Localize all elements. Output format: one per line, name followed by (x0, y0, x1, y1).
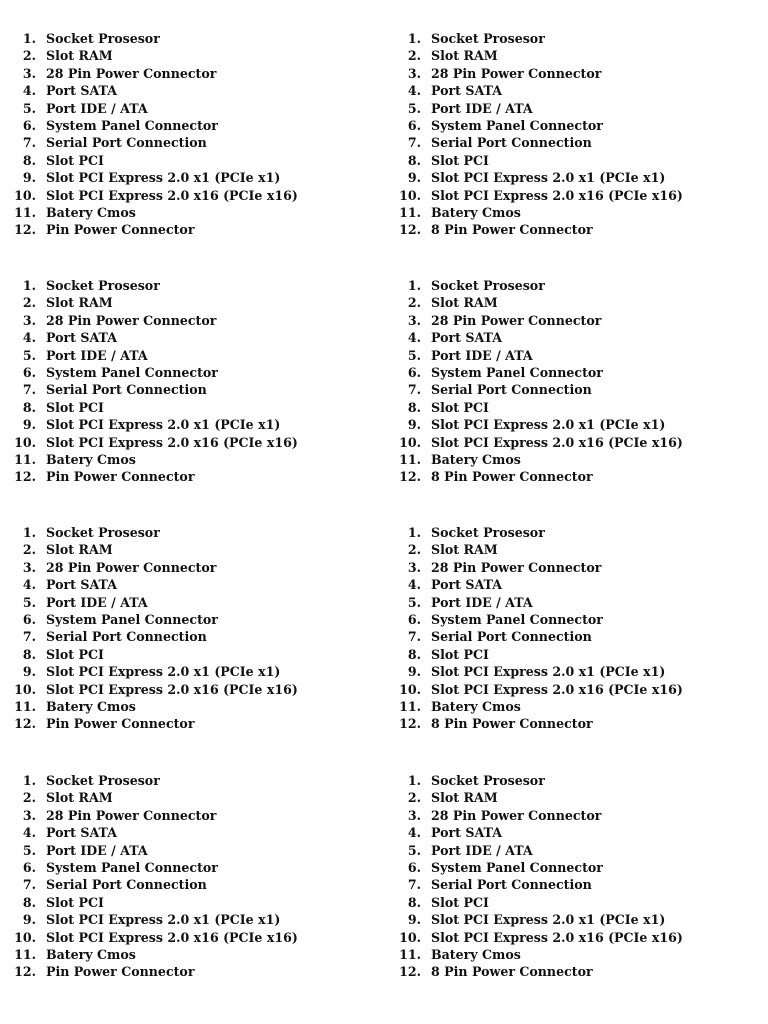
list-item-label: Port IDE / ATA (431, 347, 533, 363)
list-item-label: Pin Power Connector (46, 964, 195, 980)
list-item-label: Slot PCI Express 2.0 x1 (PCIe x1) (46, 170, 281, 186)
list-item-label: Slot RAM (46, 295, 113, 311)
list-item-label: Slot PCI Express 2.0 x1 (PCIe x1) (431, 912, 666, 928)
list-item (399, 911, 739, 928)
list-item (399, 946, 739, 963)
list-item-label: Batery Cmos (431, 204, 521, 220)
list-item-number: 10. (399, 681, 421, 697)
list-item (399, 277, 739, 294)
list-item (399, 876, 739, 893)
list-item-number: 6. (407, 117, 421, 133)
list-item-number: 1. (22, 278, 36, 293)
list-item-label: Slot PCI (46, 894, 104, 910)
list-item-label: Batery Cmos (431, 946, 521, 962)
list-item-number: 11. (399, 946, 421, 962)
list-item-label: Slot PCI Express 2.0 x16 (PCIe x16) (431, 187, 683, 203)
list-item-number: 7. (22, 629, 36, 645)
list-item-label: Port SATA (46, 330, 117, 346)
list-item-label: Serial Port Connection (431, 135, 592, 151)
list-item-number: 11. (14, 204, 36, 220)
list-item-label: System Panel Connector (431, 117, 603, 133)
list-item-label: Port SATA (431, 825, 502, 841)
list-item (11, 541, 351, 558)
list-item (399, 451, 739, 468)
list-item (399, 772, 739, 789)
list-item-label: Slot PCI Express 2.0 x1 (PCIe x1) (431, 664, 666, 680)
list-item-number: 6. (407, 364, 421, 380)
list-item (399, 312, 739, 329)
list-item (11, 859, 351, 876)
list-item-number: 1. (22, 525, 36, 540)
list-item-number: 11. (399, 698, 421, 714)
list-item-label: Slot RAM (431, 790, 498, 806)
list-item-label: Slot PCI (431, 894, 489, 910)
list-item-number: 1. (22, 773, 36, 788)
list-item (11, 65, 351, 82)
list-item-label: Socket Prosesor (46, 773, 160, 788)
list-item (399, 204, 739, 221)
list-item-number: 4. (407, 825, 421, 841)
list-item-label: 8 Pin Power Connector (431, 964, 593, 980)
list-item (11, 646, 351, 663)
list-item-label: Slot PCI Express 2.0 x1 (PCIe x1) (46, 664, 281, 680)
list-item (11, 152, 351, 169)
list-item-label: Port IDE / ATA (46, 100, 148, 116)
list-item-number: 1. (407, 31, 421, 46)
list-item (399, 559, 739, 576)
list-item-number: 8. (22, 646, 36, 662)
list-item-number: 12. (14, 469, 36, 485)
list-item-number: 11. (14, 946, 36, 962)
list-item-label: 28 Pin Power Connector (46, 807, 217, 823)
list-item-number: 8. (407, 894, 421, 910)
list-item-label: System Panel Connector (431, 859, 603, 875)
list-item-label: Pin Power Connector (46, 716, 195, 732)
list-item-number: 10. (399, 434, 421, 450)
list-item-number: 12. (14, 716, 36, 732)
list-item-number: 8. (22, 894, 36, 910)
list-item-label: Port SATA (46, 577, 117, 593)
list-item-label: 28 Pin Power Connector (46, 559, 217, 575)
list-item (399, 698, 739, 715)
list-item-label: Slot PCI Express 2.0 x1 (PCIe x1) (431, 170, 666, 186)
list-item-label: Slot PCI Express 2.0 x16 (PCIe x16) (431, 681, 683, 697)
list-item-number: 3. (22, 65, 36, 81)
list-item (399, 294, 739, 311)
list-item (11, 187, 351, 204)
list-item-label: Slot RAM (46, 790, 113, 806)
list-item-label: 28 Pin Power Connector (431, 312, 602, 328)
list-item (11, 876, 351, 893)
list-item-number: 12. (14, 222, 36, 238)
list-item-number: 7. (407, 382, 421, 398)
list-item-number: 5. (22, 100, 36, 116)
list-item-number: 7. (22, 877, 36, 893)
list-item (399, 824, 739, 841)
list-item-label: Slot PCI Express 2.0 x1 (PCIe x1) (431, 417, 666, 433)
list-item (399, 364, 739, 381)
list-item-number: 12. (399, 716, 421, 732)
list-item-label: Slot PCI (46, 152, 104, 168)
list-item-label: Batery Cmos (431, 698, 521, 714)
list-item (11, 715, 351, 732)
list-item-number: 7. (407, 877, 421, 893)
list-item-label: Serial Port Connection (46, 877, 207, 893)
component-list (399, 30, 739, 239)
list-item-number: 6. (407, 611, 421, 627)
list-item-label: Port SATA (46, 83, 117, 99)
list-item (399, 347, 739, 364)
list-item-number: 8. (22, 399, 36, 415)
list-item (11, 329, 351, 346)
list-item (11, 434, 351, 451)
list-item (11, 294, 351, 311)
list-item-label: Slot PCI Express 2.0 x16 (PCIe x16) (46, 434, 298, 450)
list-item-label: Slot RAM (431, 295, 498, 311)
list-item (11, 451, 351, 468)
list-item-label: 28 Pin Power Connector (46, 65, 217, 81)
list-item (11, 894, 351, 911)
list-item-number: 2. (22, 790, 36, 806)
list-item-label: Port SATA (46, 825, 117, 841)
list-item (11, 594, 351, 611)
list-item-label: 28 Pin Power Connector (431, 807, 602, 823)
list-item-label: Batery Cmos (46, 451, 136, 467)
list-item-label: System Panel Connector (46, 117, 218, 133)
list-item (399, 65, 739, 82)
list-item (399, 416, 739, 433)
list-item-label: Batery Cmos (46, 946, 136, 962)
list-item (11, 468, 351, 485)
list-item-label: Port SATA (431, 83, 502, 99)
list-item (399, 100, 739, 117)
list-item-number: 5. (22, 842, 36, 858)
list-item-label: Slot PCI (46, 646, 104, 662)
list-item-label: Batery Cmos (431, 451, 521, 467)
list-item-number: 6. (22, 364, 36, 380)
list-item (399, 47, 739, 64)
list-item-number: 3. (22, 559, 36, 575)
list-item-label: Batery Cmos (46, 204, 136, 220)
list-item-number: 11. (399, 451, 421, 467)
list-item-label: Socket Prosesor (431, 773, 545, 788)
list-item-number: 9. (407, 417, 421, 433)
list-item-number: 9. (22, 170, 36, 186)
list-item (11, 47, 351, 64)
list-item-number: 2. (22, 48, 36, 64)
list-item-number: 5. (407, 842, 421, 858)
list-item (399, 628, 739, 645)
list-item-number: 3. (22, 312, 36, 328)
list-item-number: 12. (14, 964, 36, 980)
list-item-label: Port IDE / ATA (431, 594, 533, 610)
list-item (11, 698, 351, 715)
list-item-number: 3. (407, 65, 421, 81)
list-item-label: Socket Prosesor (431, 31, 545, 46)
list-item (11, 364, 351, 381)
list-item-number: 11. (14, 451, 36, 467)
list-item-label: Socket Prosesor (46, 31, 160, 46)
component-list (11, 30, 351, 239)
list-item (399, 594, 739, 611)
list-item (399, 399, 739, 416)
list-item-number: 2. (22, 295, 36, 311)
list-item-label: Port SATA (431, 330, 502, 346)
list-item-label: Slot PCI (431, 152, 489, 168)
list-item (11, 277, 351, 294)
list-item-number: 6. (407, 859, 421, 875)
list-item-label: System Panel Connector (431, 364, 603, 380)
list-item (399, 894, 739, 911)
list-item-number: 7. (22, 135, 36, 151)
list-item (399, 117, 739, 134)
list-item-label: Socket Prosesor (431, 525, 545, 540)
list-item-number: 2. (407, 48, 421, 64)
list-item-label: 8 Pin Power Connector (431, 716, 593, 732)
component-list (11, 277, 351, 486)
list-item (399, 681, 739, 698)
list-item-number: 8. (22, 152, 36, 168)
list-item-label: Port IDE / ATA (431, 842, 533, 858)
list-item-label: Slot PCI Express 2.0 x16 (PCIe x16) (431, 434, 683, 450)
list-item-number: 11. (14, 698, 36, 714)
list-item-label: Serial Port Connection (46, 382, 207, 398)
list-item-number: 7. (22, 382, 36, 398)
list-item-number: 5. (407, 100, 421, 116)
list-item-label: Slot PCI Express 2.0 x16 (PCIe x16) (431, 929, 683, 945)
list-item (399, 842, 739, 859)
list-item-number: 8. (407, 646, 421, 662)
list-item-label: Slot PCI Express 2.0 x16 (PCIe x16) (46, 187, 298, 203)
list-item (399, 963, 739, 980)
list-item (11, 929, 351, 946)
list-item-label: 8 Pin Power Connector (431, 469, 593, 485)
list-item-label: Slot PCI (431, 399, 489, 415)
list-item-number: 10. (14, 187, 36, 203)
list-item-label: Port SATA (431, 577, 502, 593)
list-item (399, 187, 739, 204)
list-item-label: Serial Port Connection (431, 877, 592, 893)
list-item-label: Slot PCI Express 2.0 x1 (PCIe x1) (46, 417, 281, 433)
list-item (399, 715, 739, 732)
list-item-label: Pin Power Connector (46, 469, 195, 485)
list-item-number: 4. (407, 83, 421, 99)
list-item-number: 4. (22, 825, 36, 841)
list-item-label: Socket Prosesor (431, 278, 545, 293)
list-item-label: Serial Port Connection (46, 629, 207, 645)
list-item-number: 9. (22, 912, 36, 928)
list-item (11, 416, 351, 433)
list-item (399, 807, 739, 824)
list-item (11, 946, 351, 963)
list-item-label: 8 Pin Power Connector (431, 222, 593, 238)
list-item-number: 1. (407, 773, 421, 788)
list-item (399, 152, 739, 169)
list-item (399, 82, 739, 99)
list-item-label: Socket Prosesor (46, 278, 160, 293)
list-item (399, 221, 739, 238)
list-item-label: Batery Cmos (46, 698, 136, 714)
list-item (11, 381, 351, 398)
list-item (11, 963, 351, 980)
list-item-number: 9. (22, 664, 36, 680)
list-item-number: 3. (407, 559, 421, 575)
list-item-number: 6. (22, 611, 36, 627)
list-item-number: 3. (407, 807, 421, 823)
list-item-label: Serial Port Connection (431, 382, 592, 398)
list-item (11, 312, 351, 329)
list-item (399, 134, 739, 151)
list-item-label: Slot PCI Express 2.0 x1 (PCIe x1) (46, 912, 281, 928)
list-item-label: Slot PCI Express 2.0 x16 (PCIe x16) (46, 929, 298, 945)
list-item (11, 134, 351, 151)
list-item (399, 859, 739, 876)
list-item (399, 329, 739, 346)
list-item-label: Port IDE / ATA (431, 100, 533, 116)
list-item-label: Socket Prosesor (46, 525, 160, 540)
component-list (399, 524, 739, 733)
list-item-label: Slot PCI (46, 399, 104, 415)
list-item-label: Port IDE / ATA (46, 842, 148, 858)
list-item (399, 576, 739, 593)
list-item-label: System Panel Connector (46, 611, 218, 627)
component-list (399, 277, 739, 486)
list-item (399, 434, 739, 451)
list-item (399, 468, 739, 485)
list-item-label: Port IDE / ATA (46, 594, 148, 610)
list-item (11, 30, 351, 47)
list-item-number: 6. (22, 859, 36, 875)
list-item-label: Serial Port Connection (46, 135, 207, 151)
list-item (11, 347, 351, 364)
list-item-number: 5. (407, 594, 421, 610)
list-item-number: 1. (22, 31, 36, 46)
list-item-number: 10. (14, 929, 36, 945)
list-item (11, 576, 351, 593)
list-item-number: 4. (407, 330, 421, 346)
list-item-number: 5. (407, 347, 421, 363)
list-item-number: 2. (407, 790, 421, 806)
list-item (11, 117, 351, 134)
list-item (11, 100, 351, 117)
list-item-label: System Panel Connector (431, 611, 603, 627)
list-item (11, 772, 351, 789)
list-item-number: 9. (407, 912, 421, 928)
list-item-number: 5. (22, 594, 36, 610)
list-item-label: Serial Port Connection (431, 629, 592, 645)
list-item-label: System Panel Connector (46, 859, 218, 875)
list-item (11, 842, 351, 859)
list-item-label: 28 Pin Power Connector (431, 559, 602, 575)
list-item-number: 2. (407, 295, 421, 311)
list-item (11, 807, 351, 824)
list-item-number: 1. (407, 525, 421, 540)
list-item-label: 28 Pin Power Connector (46, 312, 217, 328)
list-item-label: System Panel Connector (46, 364, 218, 380)
list-item (399, 929, 739, 946)
list-item-label: Slot RAM (46, 48, 113, 64)
component-list (11, 772, 351, 981)
list-item-number: 7. (407, 135, 421, 151)
list-item-number: 12. (399, 469, 421, 485)
list-item (11, 399, 351, 416)
list-item (11, 628, 351, 645)
list-item-label: Slot RAM (431, 542, 498, 558)
list-item-number: 2. (22, 542, 36, 558)
list-item-number: 12. (399, 222, 421, 238)
list-item-label: Pin Power Connector (46, 222, 195, 238)
list-item-number: 4. (22, 330, 36, 346)
list-item-number: 9. (407, 170, 421, 186)
list-item-number: 11. (399, 204, 421, 220)
list-item-number: 7. (407, 629, 421, 645)
list-item-number: 10. (14, 681, 36, 697)
list-item-number: 10. (14, 434, 36, 450)
list-item (399, 381, 739, 398)
list-item-label: Slot RAM (431, 48, 498, 64)
list-item (399, 789, 739, 806)
list-item (399, 646, 739, 663)
list-item-number: 10. (399, 929, 421, 945)
list-item (399, 524, 739, 541)
list-item-number: 3. (407, 312, 421, 328)
list-item-number: 4. (22, 83, 36, 99)
list-item (11, 169, 351, 186)
list-item (11, 524, 351, 541)
list-item-number: 8. (407, 152, 421, 168)
list-item (11, 824, 351, 841)
list-item (11, 911, 351, 928)
list-item (11, 204, 351, 221)
list-item (399, 30, 739, 47)
list-item-number: 12. (399, 964, 421, 980)
list-item-number: 9. (407, 664, 421, 680)
list-item-number: 4. (407, 577, 421, 593)
list-item (11, 559, 351, 576)
list-item-number: 8. (407, 399, 421, 415)
list-item-label: Port IDE / ATA (46, 347, 148, 363)
list-item (11, 82, 351, 99)
list-item (399, 611, 739, 628)
list-item (11, 789, 351, 806)
list-item (399, 169, 739, 186)
list-item-label: Slot PCI (431, 646, 489, 662)
component-list (11, 524, 351, 733)
list-item-number: 2. (407, 542, 421, 558)
list-item (11, 681, 351, 698)
list-item-number: 9. (22, 417, 36, 433)
component-list (399, 772, 739, 981)
list-item (11, 663, 351, 680)
list-item (11, 611, 351, 628)
list-item-label: 28 Pin Power Connector (431, 65, 602, 81)
list-item-label: Slot PCI Express 2.0 x16 (PCIe x16) (46, 681, 298, 697)
list-item (399, 541, 739, 558)
list-item (399, 663, 739, 680)
list-item-number: 6. (22, 117, 36, 133)
list-item-label: Slot RAM (46, 542, 113, 558)
list-item-number: 4. (22, 577, 36, 593)
list-item-number: 3. (22, 807, 36, 823)
list-item-number: 1. (407, 278, 421, 293)
list-item-number: 5. (22, 347, 36, 363)
list-item-number: 10. (399, 187, 421, 203)
list-item (11, 221, 351, 238)
